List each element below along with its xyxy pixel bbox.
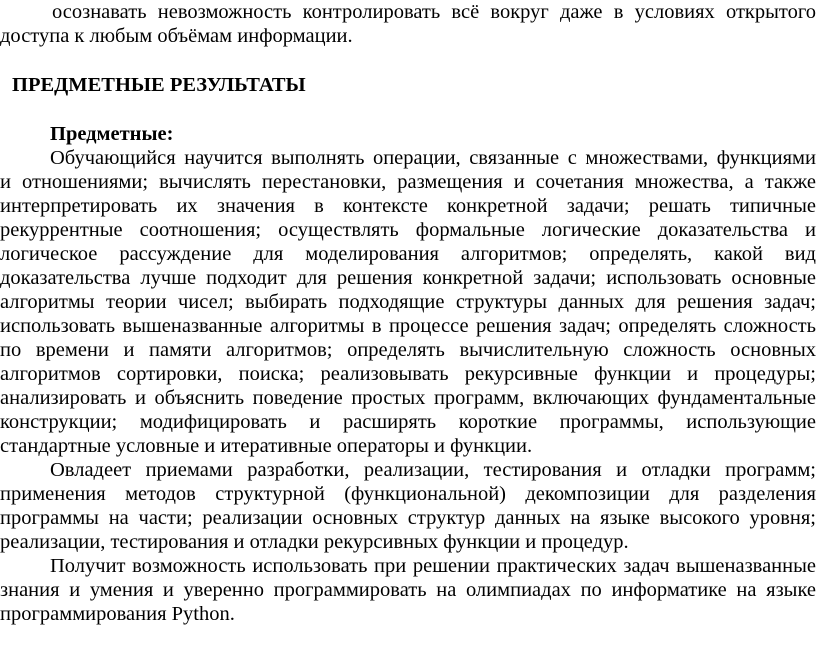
paragraph1-line: анализировать и объяснить поведение простых программ, включающих фундаментальные [0,387,816,409]
paragraph2-line: программы на части; реализации основных структур данных на языке высокого уровня; [0,507,816,529]
paragraph3-line: знания и умения и уверенно программировать на олимпиадах по информатике на языке [0,579,816,601]
intro-line: доступа к любым объёмам информации. [0,25,353,47]
paragraph1-line: конструкции; модифицировать и расширять короткие программы, использующие [0,411,816,433]
section-subtitle: Предметные: [50,123,174,145]
paragraph1-line: интерпретировать их значения в контексте конкретной задачи; решать типичные [0,195,816,217]
paragraph1-line: использовать вышеназванные алгоритмы в процессе решения задач; определять сложность [0,315,816,337]
section-title: ПРЕДМЕТНЫЕ РЕЗУЛЬТАТЫ [12,74,306,96]
paragraph2-line: Овладеет приемами разработки, реализации, тестирования и отладки программ; [50,459,816,481]
intro-line: осознавать невозможность контролировать всё вокруг даже в условиях открытого [52,1,816,23]
paragraph1-line: Обучающийся научится выполнять операции, связанные с множествами, функциями [50,147,816,169]
paragraph2-line: реализации, тестирования и отладки рекурсивных функции и процедур. [0,531,629,553]
paragraph1-line: по времени и памяти алгоритмов; определять вычислительную сложность основных [0,339,816,361]
paragraph1-line: доказательства лучше подходит для решения конкретной задачи; использовать основные [0,267,816,289]
paragraph3-line: Получит возможность использовать при решении практических задач вышеназванные [50,555,816,577]
paragraph1-line: и отношениями; вычислять перестановки, размещения и сочетания множества, а также [0,171,816,193]
paragraph1-line: рекуррентные соотношения; осуществлять формальные логические доказательства и [0,219,816,241]
paragraph2-line: применения методов структурной (функциональной) декомпозиции для разделения [0,483,816,505]
paragraph1-line: алгоритмов сортировки, поиска; реализовывать рекурсивные функции и процедуры; [0,363,816,385]
paragraph1-line: логическое рассуждение для моделирования алгоритмов; определять, какой вид [0,243,816,265]
paragraph1-line: алгоритмы теории чисел; выбирать подходящие структуры данных для решения задач; [0,291,816,313]
paragraph1-line: стандартные условные и итеративные операторы и функции. [0,435,533,457]
paragraph3-line: программирования Python. [0,603,235,625]
